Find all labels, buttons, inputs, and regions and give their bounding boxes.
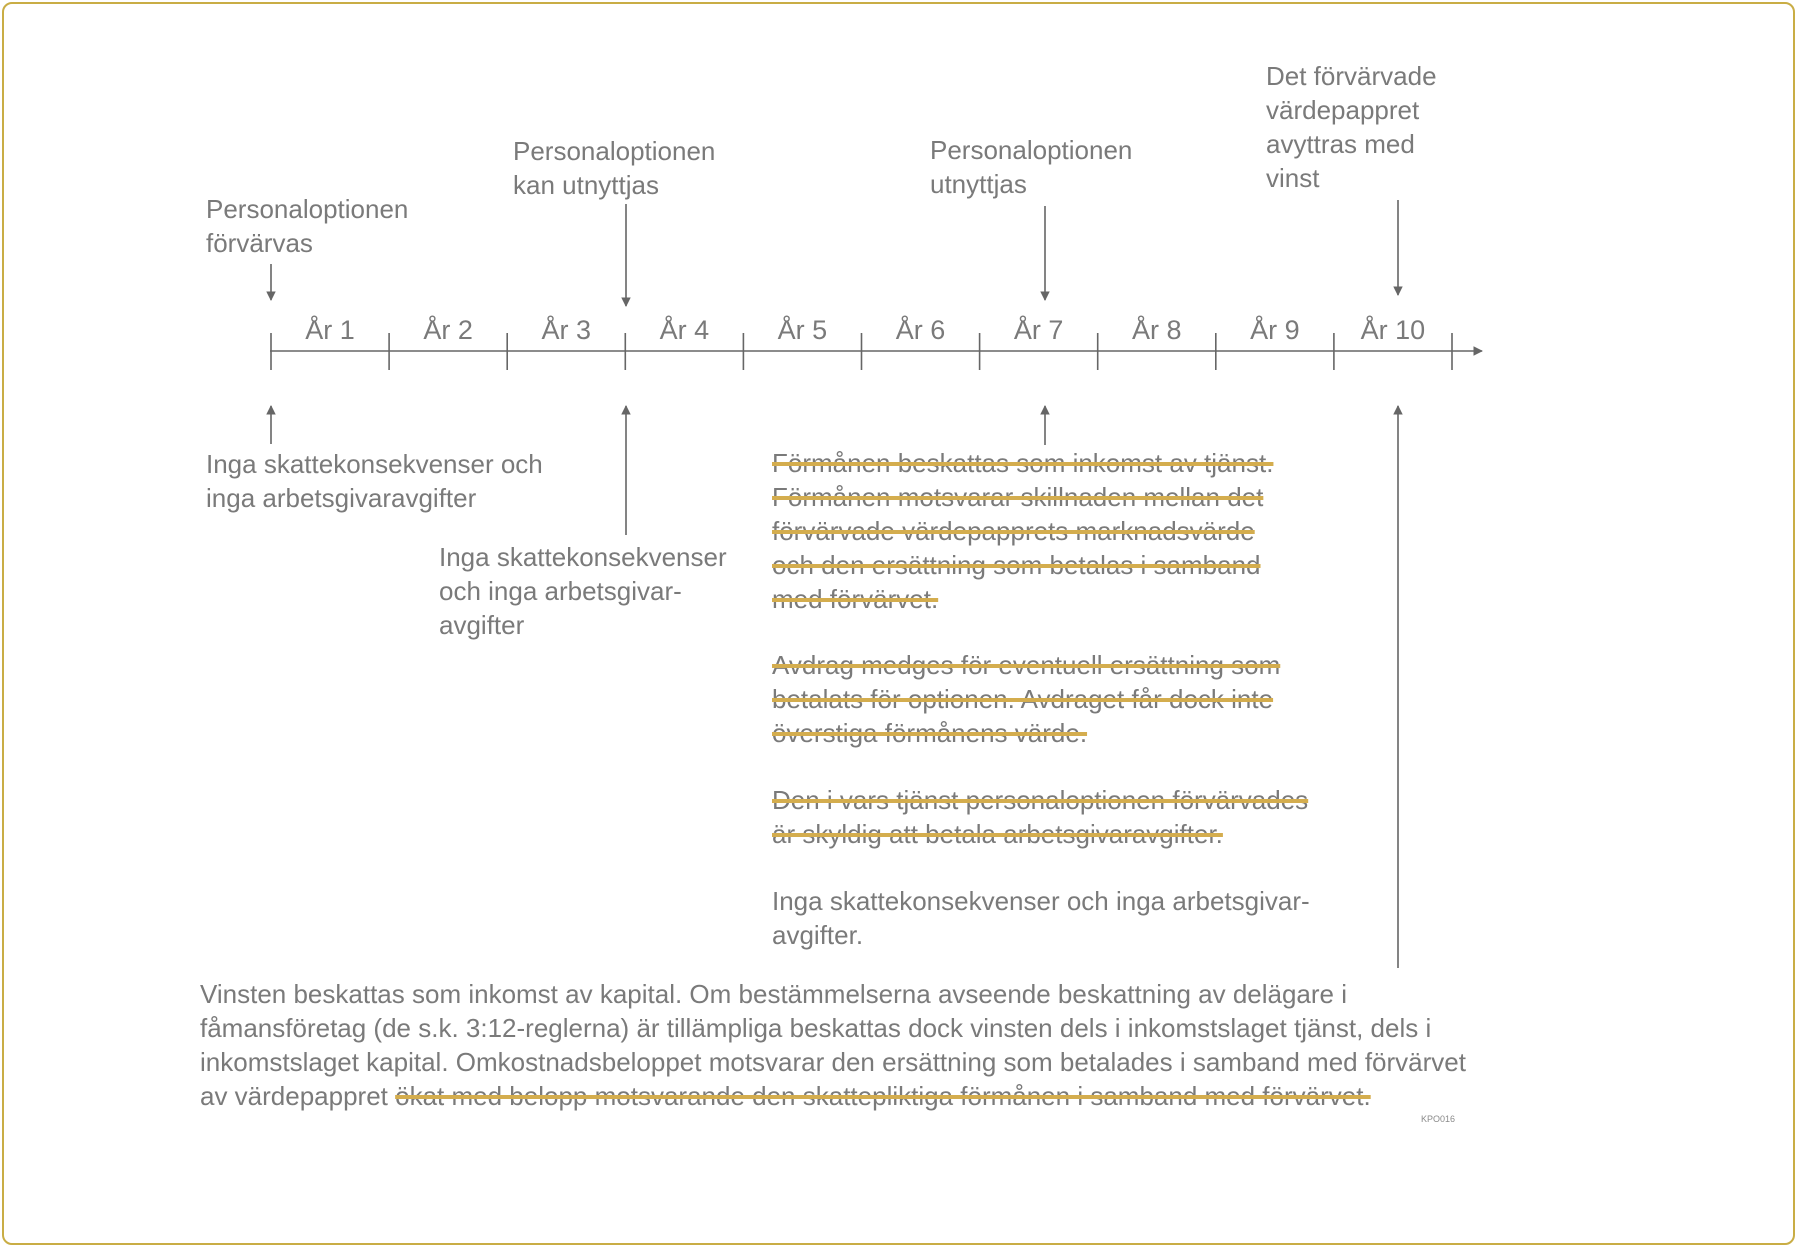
- consequence-exercised-deduction: [772, 648, 1280, 750]
- label-line: Personaloptionen: [206, 194, 409, 224]
- year-label: År 2: [423, 315, 473, 345]
- label-line: värdepappret: [1266, 95, 1420, 125]
- struck-line: överstiga förmånens värde.: [772, 718, 1088, 748]
- year-label: År 3: [541, 315, 592, 345]
- consequence-acquired: [206, 447, 543, 515]
- year-label: År 10: [1360, 315, 1426, 345]
- year-label: År 6: [895, 315, 946, 345]
- year-label: År 9: [1250, 315, 1300, 345]
- figure-code: KPO016: [1421, 1114, 1456, 1124]
- struck-line: och den ersättning som betalas i samband: [772, 550, 1261, 580]
- sale-text-struck: ökat med belopp motsvarande den skattepliktiga förmånen i samband med förvärvet.: [395, 1081, 1371, 1111]
- label-line: och inga arbetsgivar-: [439, 576, 682, 606]
- label-line: Det förvärvade: [1266, 61, 1437, 91]
- label-exercisable: [513, 134, 715, 202]
- struck-line: förvärvade värdepapprets marknadsvärde: [772, 516, 1255, 546]
- struck-line: Den i vars tjänst personaloptionen förvärvades: [772, 785, 1309, 815]
- label-line: kan utnyttjas: [513, 170, 659, 200]
- label-line: Personaloptionen: [513, 136, 716, 166]
- sale-text-plain: Vinsten beskattas som inkomst av kapital. Om bestämmelserna avseende beskattning av delägare i fåmansföretag (de s.k. 3:12-reglerna) är tillämpliga beskattas dock vinsten dels i inkomstslaget tjänst, dels i inkomstslaget kapital. Omkostnadsbeloppet motsvarar den ersättning som betalades i samband med förvärvet av värdepappret: [200, 979, 1466, 1111]
- year-label: År 1: [305, 315, 355, 345]
- label-line: avgifter.: [772, 920, 864, 950]
- sale-taxation-text: [200, 977, 1490, 1113]
- label-acquired: [206, 192, 408, 260]
- label-line: Inga skattekonsekvenser och inga arbetsgivar-: [772, 886, 1310, 916]
- label-line: Personaloptionen: [930, 135, 1133, 165]
- label-exercised: [930, 133, 1132, 201]
- struck-line: Förmånen beskattas som inkomst av tjänst.: [772, 448, 1274, 478]
- label-line: förvärvas: [206, 228, 313, 258]
- label-line: avgifter: [439, 610, 525, 640]
- year-label: År 4: [659, 315, 710, 345]
- label-sold: [1266, 59, 1437, 195]
- label-line: inga arbetsgivaravgifter: [206, 483, 477, 513]
- label-line: vinst: [1266, 163, 1320, 193]
- struck-line: är skyldig att betala arbetsgivaravgifter.: [772, 819, 1223, 849]
- year-label: År 8: [1131, 315, 1182, 345]
- consequence-exercisable: [439, 540, 727, 642]
- struck-line: Avdrag medges för eventuell ersättning som: [772, 650, 1281, 680]
- struck-line: betalats för optionen. Avdraget får dock inte: [772, 684, 1274, 714]
- struck-line: med förvärvet.: [772, 584, 939, 614]
- consequence-exercised-employer: [772, 783, 1308, 851]
- label-line: avyttras med: [1266, 129, 1415, 159]
- year-label: År 7: [1013, 315, 1064, 345]
- label-line: utnyttjas: [930, 169, 1027, 199]
- struck-line: Förmånen motsvarar skillnaden mellan det: [772, 482, 1264, 512]
- consequence-exercised-none: [772, 884, 1310, 952]
- year-label: År 5: [777, 315, 828, 345]
- consequence-exercised-benefit: [772, 446, 1273, 616]
- label-line: Inga skattekonsekvenser och: [206, 449, 543, 479]
- label-line: Inga skattekonsekvenser: [439, 542, 727, 572]
